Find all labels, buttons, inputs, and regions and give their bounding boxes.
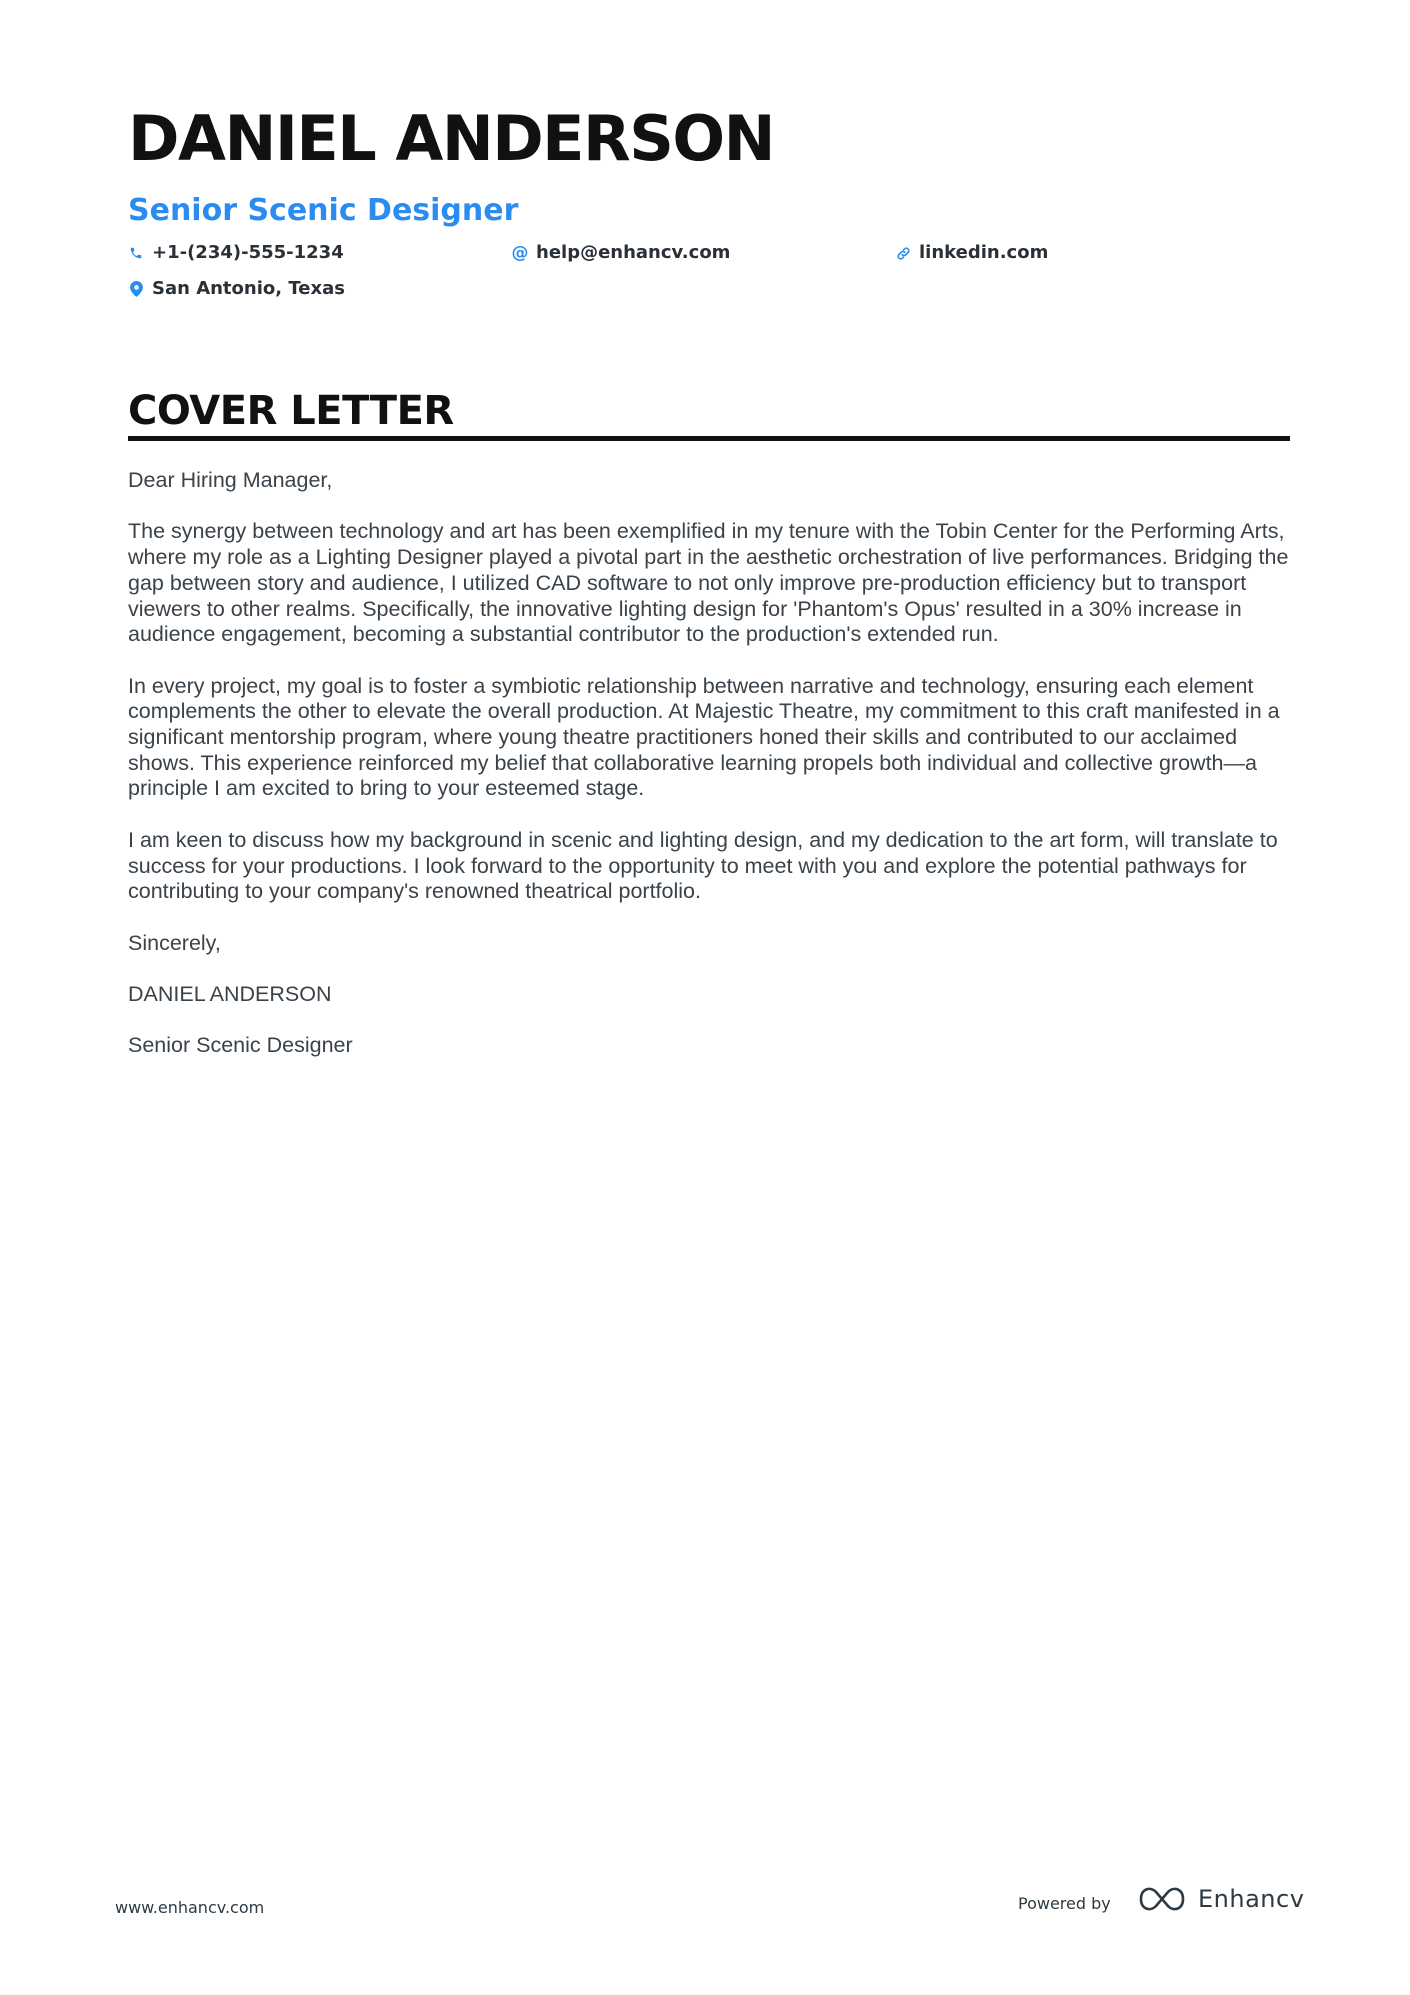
contact-location [128, 280, 345, 298]
letter-paragraph: The synergy between technology and art has been exemplified in my tenure with the Tobin Center for the Performing Arts, where my role as a Lighting Designer played a pivotal part in the aesthetic orchestration of live performances. Bridging the gap between story and audience, I utilized CAD software to not only improve pre-production efficiency but to transport viewers to other realms. Specifically, the innovative lighting design for 'Phantom's Opus' resulted in a 30% increase in audience engagement, becoming a substantial contributor to the production's extended run. [128, 519, 1289, 647]
location-pin-icon [128, 280, 144, 298]
signature-name: DANIEL ANDERSON [128, 981, 332, 1006]
contact-phone[interactable] [128, 244, 344, 262]
contact-email[interactable] [512, 244, 730, 262]
letter-paragraph: In every project, my goal is to foster a symbiotic relationship between narrative and technology, ensuring each element complements the other to elevate the overall production. At Majestic Theatre, my commitment to this craft manifested in a significant mentorship program, where young theatre practitioners honed their skills and contributed to our acclaimed shows. This experience reinforced my belief that collaborative learning propels both individual and collective growth—a principle I am excited to bring to your esteemed stage. [128, 673, 1280, 801]
section-heading: COVER LETTER [128, 388, 454, 434]
contact-phone-text: +1-(234)-555-1234 [152, 242, 344, 263]
enhancv-logo-icon [1138, 1884, 1186, 1914]
letter-closing: Sincerely, [128, 930, 221, 955]
letter-greeting: Dear Hiring Manager, [128, 468, 333, 492]
contact-location-text: San Antonio, Texas [152, 278, 345, 299]
footer-website-link[interactable]: www.enhancv.com [115, 1898, 265, 1917]
contact-email-text: help@enhancv.com [536, 242, 731, 263]
footer-powered-by: Powered by [1018, 1894, 1111, 1913]
phone-icon [128, 244, 144, 262]
applicant-name: DANIEL ANDERSON [128, 102, 775, 175]
section-divider [128, 436, 1290, 441]
enhancv-logo[interactable] [1138, 1884, 1304, 1914]
contact-linkedin-text: linkedin.com [919, 242, 1049, 263]
link-icon [895, 244, 911, 262]
signature-title: Senior Scenic Designer [128, 1033, 353, 1058]
applicant-title: Senior Scenic Designer [128, 193, 519, 228]
letter-paragraph: I am keen to discuss how my background in scenic and lighting design, and my dedication to the art form, will translate to success for your productions. I look forward to the opportunity to meet with you and explore the potential pathways for contributing to your company's renowned theatrical portfolio. [128, 827, 1278, 904]
at-sign-icon: @ [511, 242, 529, 263]
contact-linkedin[interactable] [895, 244, 1048, 262]
enhancv-logo-text: Enhancv [1198, 1885, 1305, 1913]
letter-body [128, 468, 1293, 1085]
